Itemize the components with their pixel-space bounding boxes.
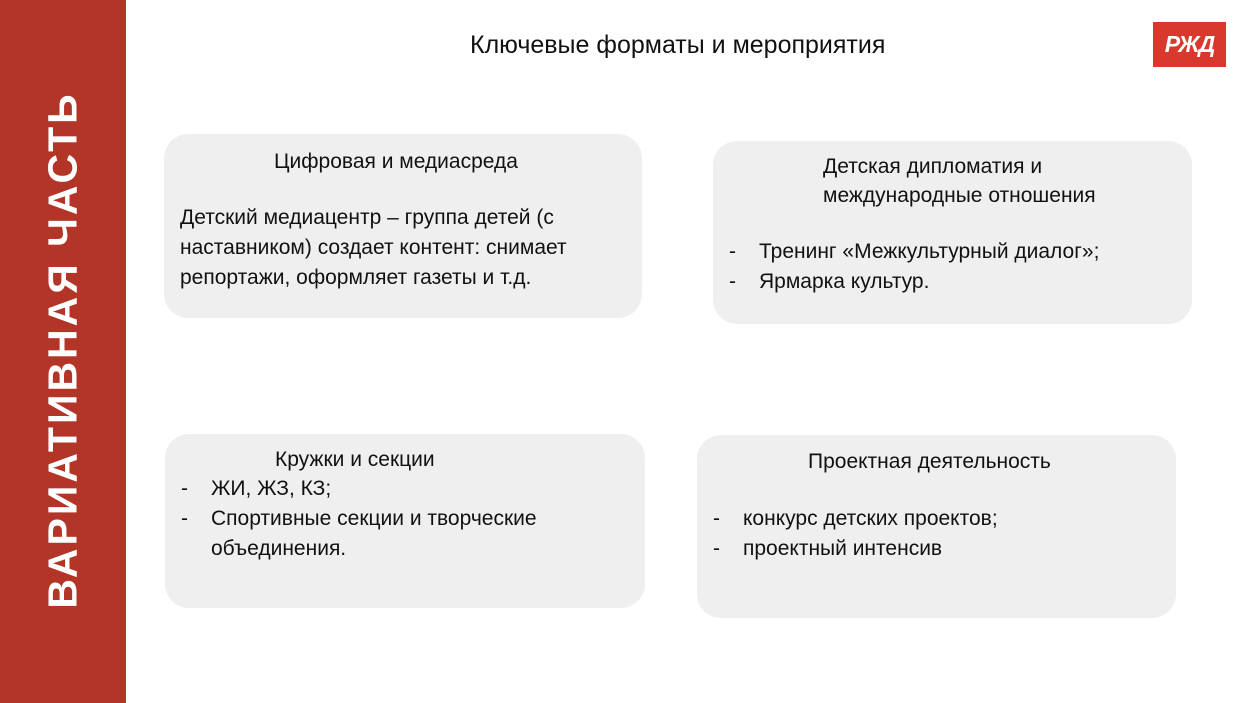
- list-item-text: Спортивные секции и творческие объединения.: [211, 507, 537, 560]
- sidebar-label: ВАРИАТИВНАЯ ЧАСТЬ: [39, 91, 86, 609]
- bullet-dash: -: [181, 507, 188, 530]
- card-list: [729, 237, 1179, 297]
- list-item: [181, 474, 611, 504]
- sidebar-banner: [0, 0, 126, 703]
- list-item-text: ЖИ, ЖЗ, КЗ;: [211, 477, 332, 500]
- card-list: [713, 504, 1153, 564]
- card-digital-media: [164, 134, 642, 318]
- list-item-text: конкурс детских проектов;: [743, 507, 998, 530]
- card-clubs-sections: [165, 434, 645, 608]
- card-diplomacy: [713, 141, 1192, 324]
- card-title: Проектная деятельность: [808, 450, 1051, 473]
- list-item: [713, 504, 1153, 534]
- card-title-line-1: Детская дипломатия и: [823, 155, 1043, 178]
- list-item-text: Ярмарка культур.: [759, 270, 930, 293]
- card-list: [181, 474, 611, 564]
- card-title: Кружки и секции: [275, 448, 435, 471]
- bullet-dash: -: [713, 537, 720, 560]
- card-project-activity: [697, 435, 1176, 618]
- bullet-dash: -: [713, 507, 720, 530]
- bullet-dash: -: [729, 240, 736, 263]
- list-item-text: проектный интенсив: [743, 537, 943, 560]
- card-title-line-2: международные отношения: [823, 184, 1096, 207]
- list-item-text: Тренинг «Межкультурный диалог»;: [759, 240, 1100, 263]
- list-item: [729, 237, 1179, 267]
- page-title: Ключевые форматы и мероприятия: [470, 31, 886, 59]
- list-item: [713, 534, 1153, 564]
- card-body-text: Детский медиацентр – группа детей (с наставником) создает контент: снимает репортажи, оформляет газеты и т.д.: [180, 206, 567, 289]
- list-item: [729, 267, 1179, 297]
- list-item: [181, 504, 611, 564]
- card-title: Цифровая и медиасреда: [274, 150, 518, 173]
- bullet-dash: -: [729, 270, 736, 293]
- rzd-logo: РЖД: [1153, 22, 1226, 67]
- bullet-dash: -: [181, 477, 188, 500]
